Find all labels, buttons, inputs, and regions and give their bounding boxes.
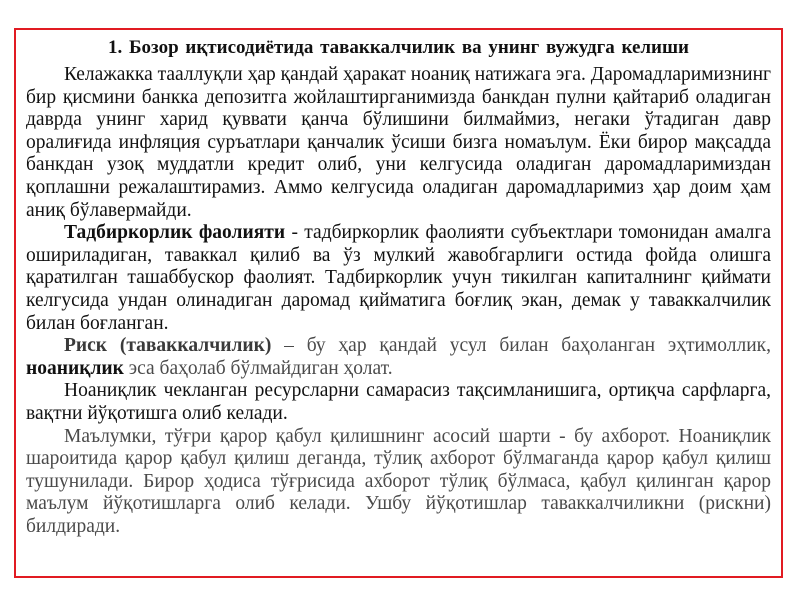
paragraph-risk-mid: – бу ҳар қандай усул билан баҳоланган эҳтимоллик,	[271, 335, 771, 357]
term-entrepreneurship: Тадбиркорлик фаолияти	[64, 222, 286, 244]
paragraph-entrepreneurship-text: - тадбиркорлик фаолияти субъектлари томонидан амалга ошириладиган, таваккал қилиб ва ўз мулкий жавобгарлиги остида фойда олишга қаратилган ташаббускор фаолият. Тадбиркорлик учун тикилган капиталнинг қиймати келгусида ундан олинадиган даромад қийматига боғлиқ экан, демак у таваккалчилик билан боғланган.	[26, 222, 771, 334]
paragraph-uncertainty: Ноаниқлик чекланган ресурсларни самарасиз тақсимланишига, ортиқча сарфларга, вақтни йўқотишга олиб келади.	[26, 380, 771, 424]
paragraph-risk-rest: эса баҳолаб бўлмайдиган ҳолат.	[123, 357, 393, 379]
document-body	[26, 36, 771, 538]
paragraph-information: Маълумки, тўғри қарор қабул қилишнинг асосий шарти - бу ахборот. Ноаниқлик шароитида қарор қабул қилиш деганда, тўлиқ ахборот бўлмаганда қарор қабул қилиш тушунилади. Бирор ҳодиса тўғрисида ахборот тўлиқ бўлмаса, қабул қилинган қарор маълум йўқотишларга олиб келади. Ушбу йўқотишлар таваккалчиликни (рискни) билдиради.	[26, 425, 771, 537]
section-heading: 1. Бозор иқтисодиётида таваккалчилик ва унинг вужудга келиши	[108, 37, 689, 58]
paragraph-intro: Келажакка тааллуқли ҳар қандай ҳаракат ноаниқ натижага эга. Даромадларимизнинг бир қисмини банкка депозитга жойлаштирганимизда банкдан пулни қайтариб оладиган даврда унинг харид қуввати қанча бўлишини билмаймиз, негаки ўтадиган давр оралиғида инфляция суръатлари қанчалик ўсиши бизга номаълум. Ёки бирор мақсадда банкдан узоқ муддатли кредит олиб, уни келгусида оладиган даромадларимиздан қоплашни режалаштирамиз. Аммо келгусида оладиган даромадларимиз ҳар доим ҳам аниқ бўлавермайди.	[26, 64, 771, 221]
slide-frame	[14, 28, 783, 578]
paragraph-risk	[26, 335, 771, 380]
term-uncertainty: ноаниқлик	[26, 357, 124, 379]
term-risk: Риск (таваккалчилик)	[64, 335, 272, 357]
paragraph-entrepreneurship	[26, 222, 771, 335]
